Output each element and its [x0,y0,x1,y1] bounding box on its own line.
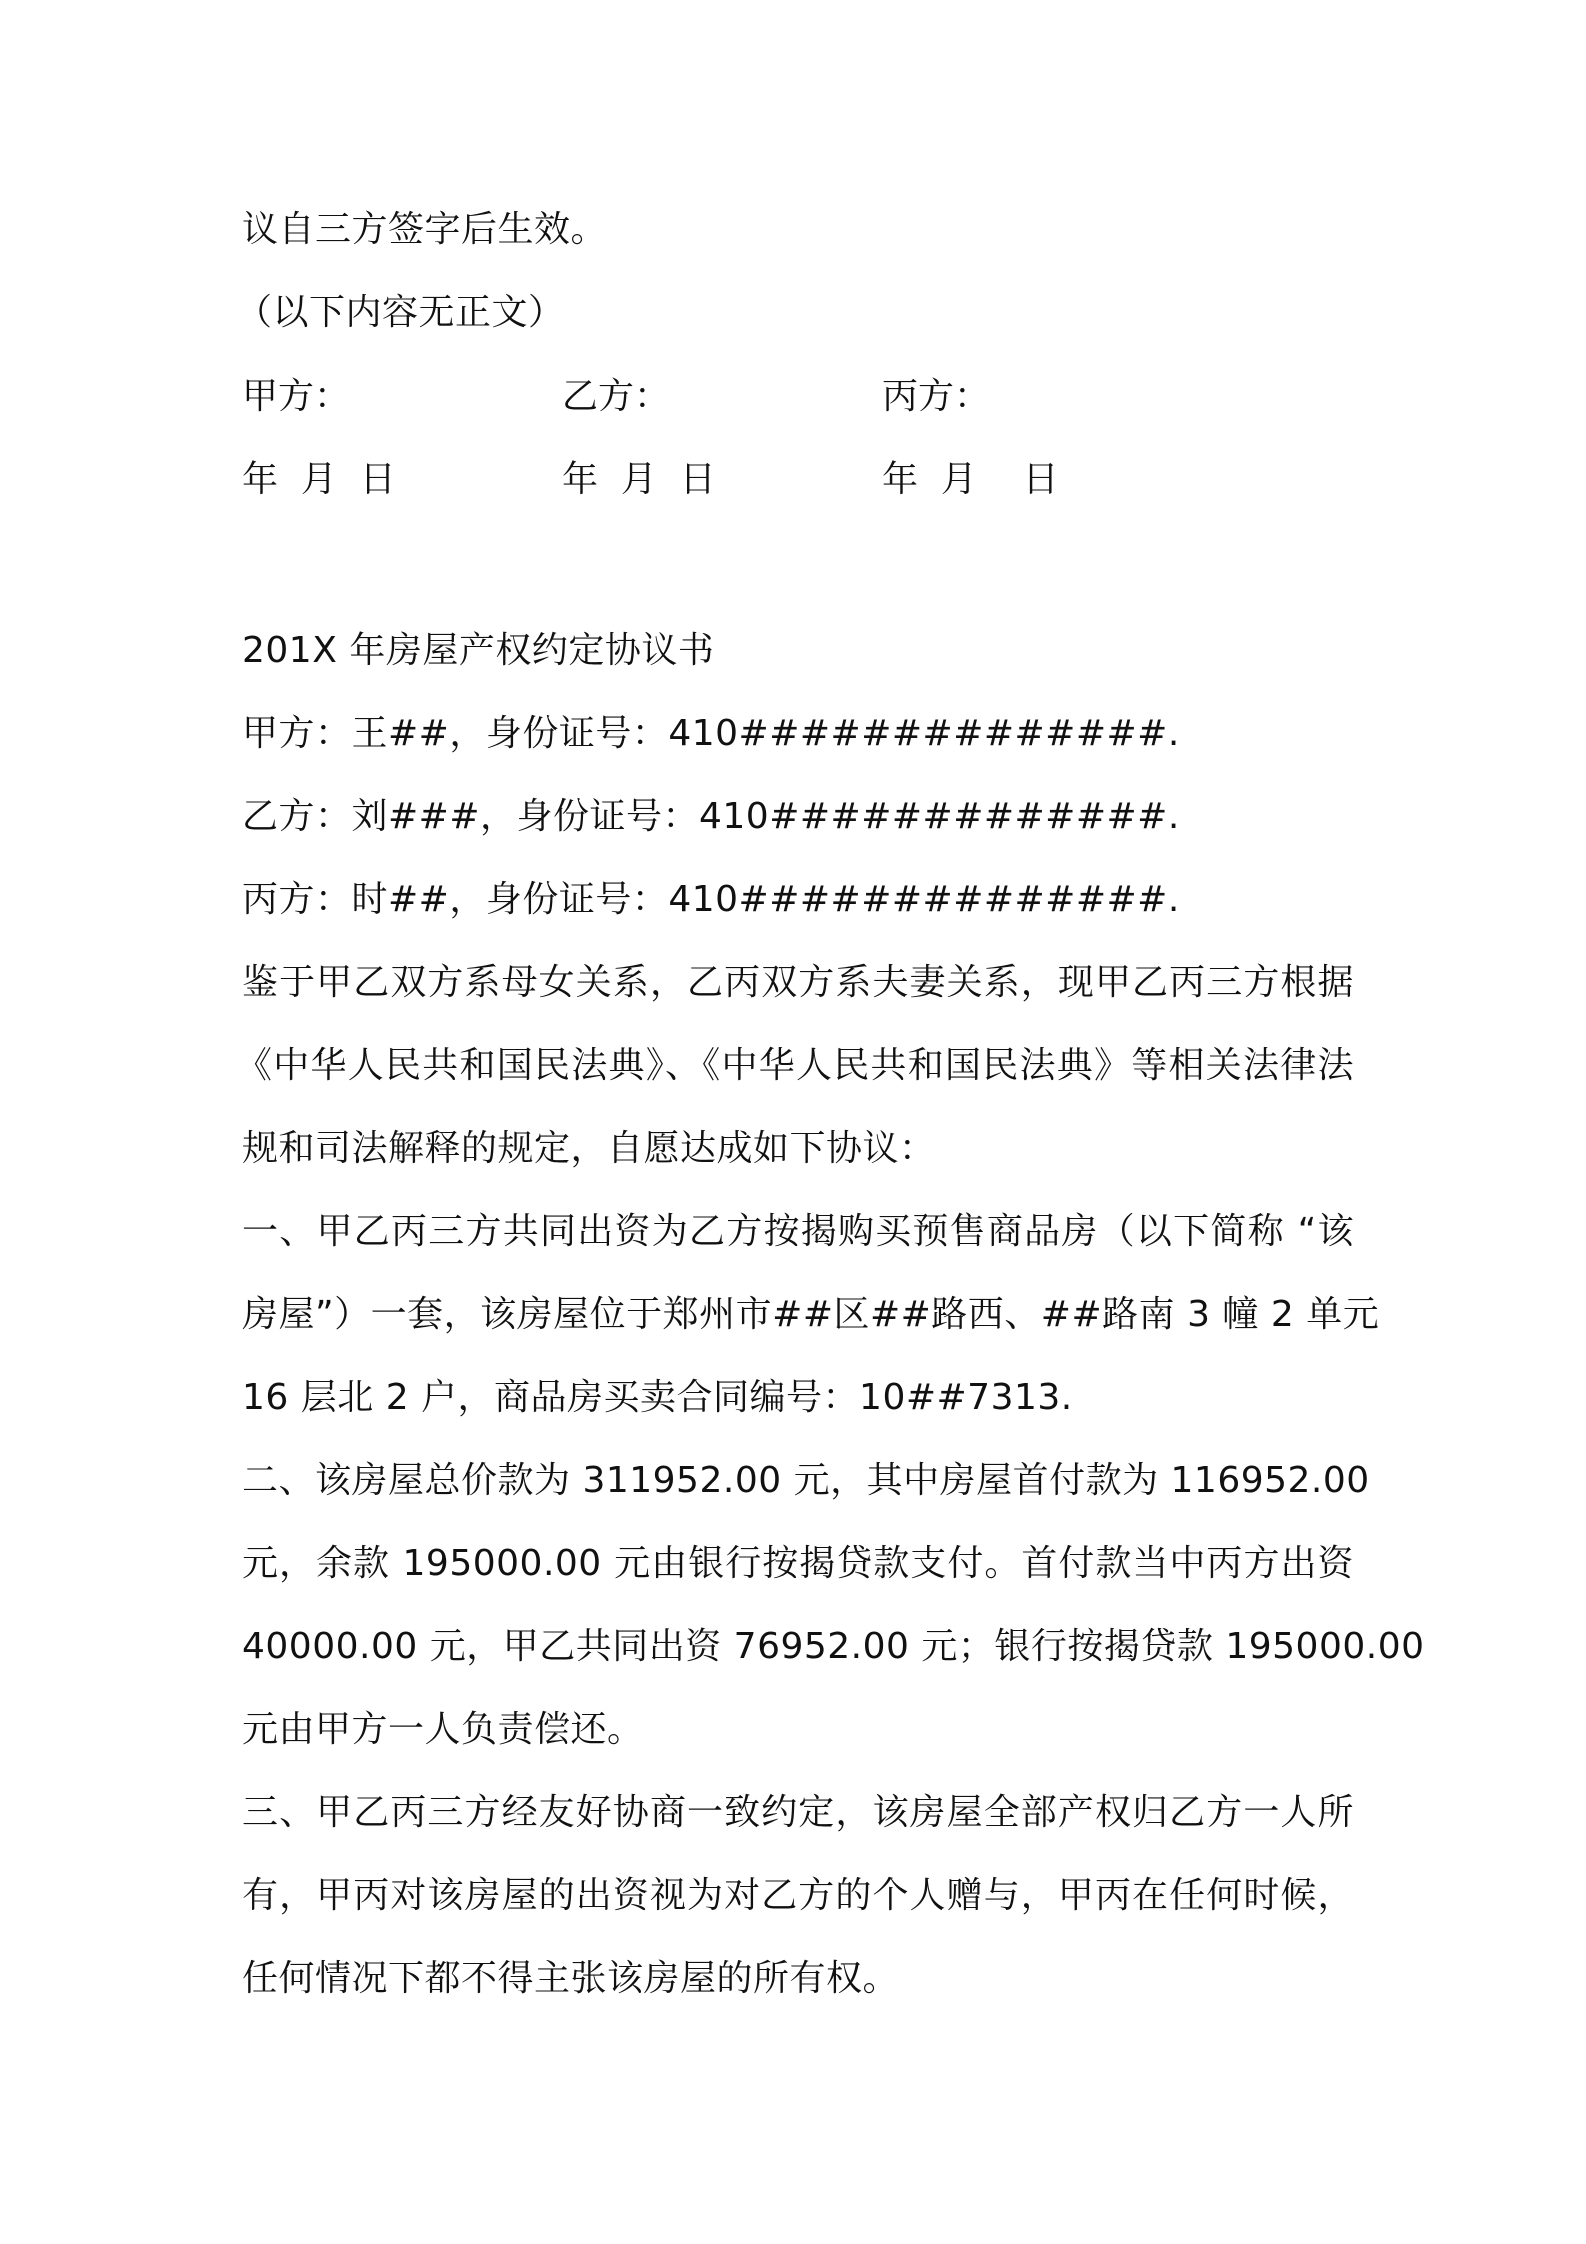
party-b-date: 年 月 日 [562,459,716,500]
clause-3-line: 任何情况下都不得主张该房屋的所有权。 [242,1958,900,1999]
clause-1-line: 房屋”）一套，该房屋位于郑州市##区##路西、##路南 3 幢 2 单元 [242,1294,1380,1335]
clause-3-line: 有，甲丙对该房屋的出资视为对乙方的个人赠与，甲丙在任何时候， [242,1875,1354,1916]
party-c-info: 丙方：时##，身份证号：410##############. [242,879,1180,920]
party-a-date: 年 月 日 [242,459,396,500]
party-b-signature-label: 乙方： [562,376,671,417]
clause-3-line: 三、甲乙丙三方经友好协商一致约定，该房屋全部产权归乙方一人所 [242,1792,1354,1833]
clause-2-line: 二、该房屋总价款为 311952.00 元，其中房屋首付款为 116952.00 [242,1460,1370,1501]
clause-2-line: 元由甲方一人负责偿还。 [242,1709,644,1750]
preamble-line: 规和司法解释的规定，自愿达成如下协议： [242,1128,936,1169]
party-a-signature-label: 甲方： [242,376,351,417]
party-b-info: 乙方：刘###，身份证号：410#############. [242,796,1180,837]
party-c-signature-label: 丙方： [882,376,991,417]
clause-1-line: 16 层北 2 户，商品房买卖合同编号：10##7313. [242,1377,1073,1418]
no-text-note: （以下内容无正文） [236,292,565,333]
agreement-title: 201X 年房屋产权约定协议书 [242,630,715,671]
party-c-date: 年 月 日 [882,459,1059,500]
clause-2-line: 元，余款 195000.00 元由银行按揭贷款支付。首付款当中丙方出资 [242,1543,1354,1584]
clause-1-line: 一、甲乙丙三方共同出资为乙方按揭购买预售商品房（以下简称 “该 [242,1211,1354,1252]
closing-line: 议自三方签字后生效。 [242,209,608,250]
clause-2-line: 40000.00 元，甲乙共同出资 76952.00 元；银行按揭贷款 195000.00 [242,1626,1425,1667]
preamble-line: 鉴于甲乙双方系母女关系，乙丙双方系夫妻关系，现甲乙丙三方根据 [242,962,1354,1003]
party-a-info: 甲方：王##，身份证号：410##############. [242,713,1180,754]
preamble-line: 《中华人民共和国民法典》、《中华人民共和国民法典》等相关法律法 [236,1045,1354,1086]
